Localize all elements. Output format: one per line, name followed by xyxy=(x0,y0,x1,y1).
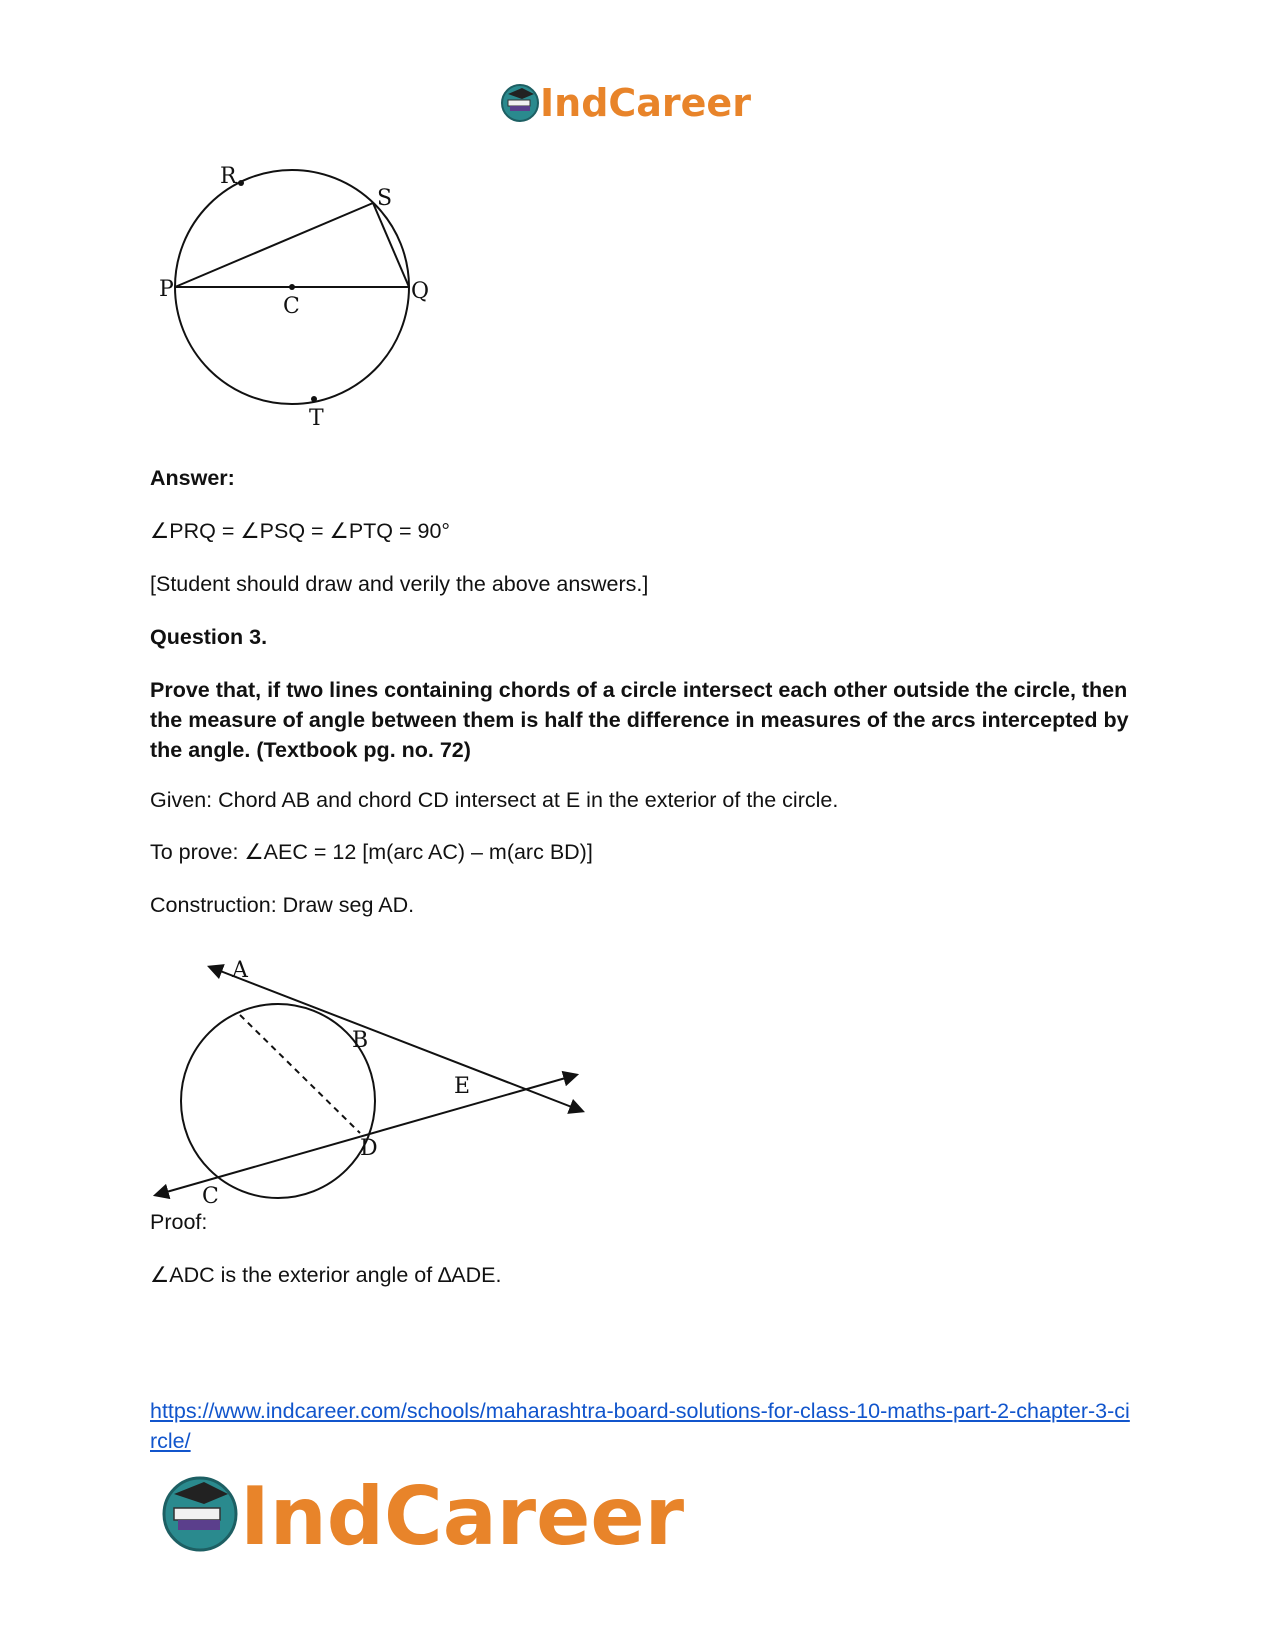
chord-ps xyxy=(175,203,373,287)
answer-line-2: [Student should draw and verily the above answers.] xyxy=(150,572,649,596)
label-q: Q xyxy=(411,279,430,304)
logo-wordmark: IndCareer xyxy=(240,1470,685,1563)
to-prove-text: To prove: ∠AEC = 12 [m(arc AC) – m(arc BD)] xyxy=(150,840,593,864)
answer-line-1: ∠PRQ = ∠PSQ = ∠PTQ = 90° xyxy=(150,519,451,543)
indcareer-logo-top xyxy=(500,78,780,128)
label-a: A xyxy=(232,958,248,983)
label-s: S xyxy=(377,186,393,211)
label-r: R xyxy=(220,164,237,189)
segment-ad-dashed xyxy=(240,1015,360,1133)
question-3-text: Prove that, if two lines containing chords of a circle intersect each other outside the circle, then the measure of angle between them is half the difference in measures of the arcs intercepted by the angle. (Textbook pg. no. 72) xyxy=(150,678,1129,762)
globe-book-icon xyxy=(502,85,538,121)
question-3-heading: Question 3. xyxy=(150,625,268,649)
point-t xyxy=(311,396,317,402)
label-p: P xyxy=(159,277,174,302)
label-d: D xyxy=(360,1136,378,1161)
label-t: T xyxy=(309,406,324,431)
answer-heading: Answer: xyxy=(150,466,235,490)
construction-text: Construction: Draw seg AD. xyxy=(150,893,415,917)
label-c: C xyxy=(202,1184,219,1209)
source-link[interactable]: https://www.indcareer.com/schools/maharashtra-board-solutions-for-class-10-maths-part-2-chapter-3-circle/ xyxy=(150,1399,1130,1453)
figure-circle-diameter xyxy=(155,165,465,455)
label-e: E xyxy=(454,1074,471,1099)
label-b: B xyxy=(352,1028,369,1053)
proof-heading: Proof: xyxy=(150,1210,208,1234)
chord-sq xyxy=(373,203,409,287)
circle-outline xyxy=(181,1004,375,1198)
given-text: Given: Chord AB and chord CD intersect at E in the exterior of the circle. xyxy=(150,788,839,812)
point-c xyxy=(289,284,295,290)
figure-secants-exterior xyxy=(148,958,598,1235)
point-r xyxy=(238,180,244,186)
globe-book-icon xyxy=(164,1478,236,1550)
proof-line-1: ∠ADC is the exterior angle of ∆ADE. xyxy=(150,1263,502,1287)
line-cd-e xyxy=(156,1075,576,1195)
label-c: C xyxy=(283,294,300,319)
indcareer-logo-bottom xyxy=(160,1462,700,1562)
logo-wordmark: IndCareer xyxy=(540,81,751,125)
